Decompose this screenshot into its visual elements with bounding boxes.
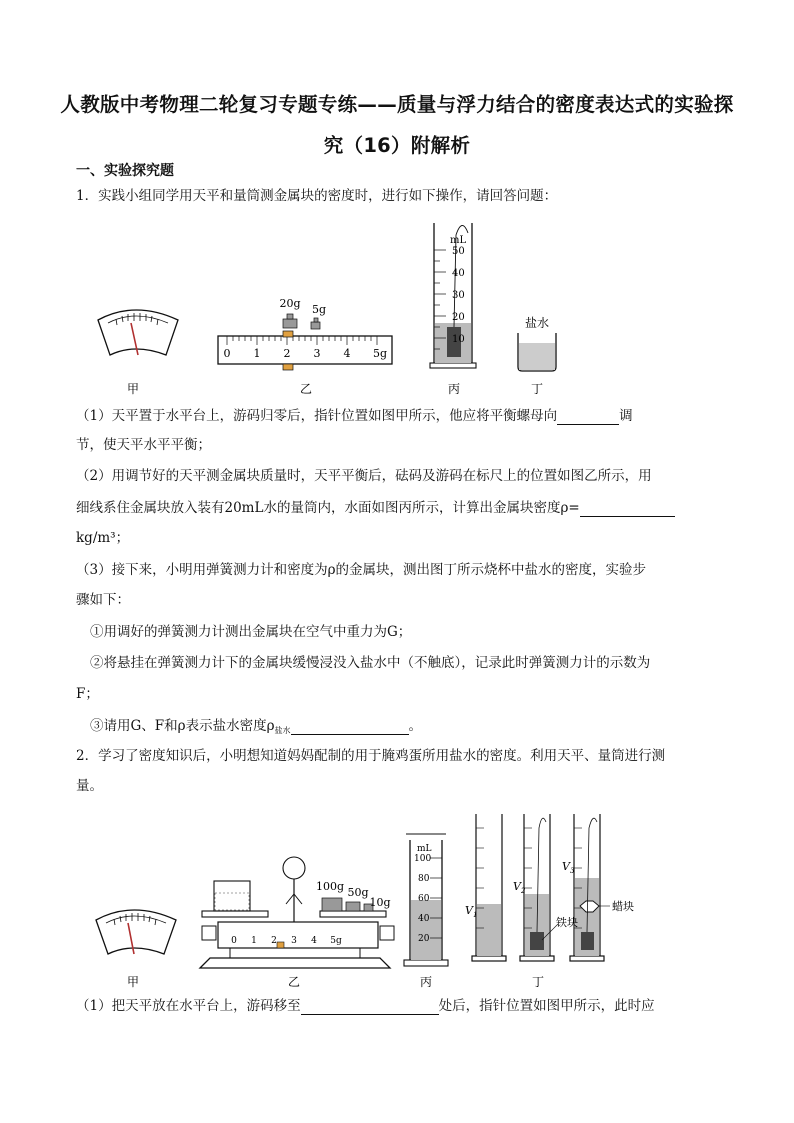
ruler2-tick-4: 4 <box>311 936 317 946</box>
q2-stem-line1: 2．学习了密度知识后，小明想知道妈妈配制的用于腌鸡蛋所用盐水的密度。利用天平、量筒进行测 <box>76 748 666 764</box>
answer-blank-3[interactable] <box>291 716 409 735</box>
ruler2-tick-2: 2 <box>271 936 277 946</box>
cyl2-unit-ml: mL <box>417 844 432 854</box>
q1-part1-line1 <box>76 402 633 431</box>
balance-yi <box>200 857 394 968</box>
q1-stem: 1．实践小组同学用天平和量筒测金属块的密度时，进行如下操作，请回答问题： <box>76 188 558 204</box>
ruler-tick-3: 3 <box>313 347 321 360</box>
weight-5g: 5g <box>311 303 327 316</box>
cyl1-tick-40: 40 <box>452 268 465 279</box>
saltwater-label: 盐水 <box>524 316 550 330</box>
q1-step3-text: ③请用G、F和ρ表示盐水密度ρ <box>90 718 275 734</box>
cylinders-ding <box>472 814 610 961</box>
q1-part2-line1: （2）用调节好的天平测金属块质量时，天平平衡后，砝码及游码在标尺上的位置如图乙所示，用 <box>76 468 652 484</box>
dial-jia <box>98 310 178 355</box>
cyl2-tick-40: 40 <box>418 914 430 924</box>
fig1-label-yi: 乙 <box>299 382 313 395</box>
title-line-2: 究（16）附解析 <box>323 134 471 157</box>
weight-100g: 100g <box>315 880 345 893</box>
cyl2-tick-60: 60 <box>418 894 430 904</box>
q1-step3-end: 。 <box>408 718 423 734</box>
weight-20g: 20g <box>279 297 301 310</box>
rho-subscript: 盐水 <box>274 726 291 735</box>
dial-jia-2 <box>96 910 176 954</box>
ruler-tick-0: 0 <box>223 347 231 360</box>
q1-step3 <box>90 712 422 745</box>
cyl2-tick-80: 80 <box>418 874 430 884</box>
fig1-label-bing: 丙 <box>447 382 461 395</box>
page-title <box>60 84 734 166</box>
fig2-label-jia: 甲 <box>126 975 140 989</box>
q1-step1: ①用调好的弹簧测力计测出金属块在空气中重力为G； <box>90 624 412 640</box>
ruler2-tick-5g: 5g <box>330 936 342 946</box>
volume-v3: $V_3$ <box>562 860 575 875</box>
ruler2-tick-0: 0 <box>231 936 237 946</box>
title-line-1: 人教版中考物理二轮复习专题专练——质量与浮力结合的密度表达式的实验探 <box>60 93 734 116</box>
volume-v2: $V_2$ <box>513 880 526 895</box>
fig2-label-yi: 乙 <box>287 975 301 989</box>
fig1-label-jia: 甲 <box>126 382 140 395</box>
fig2-label-ding: 丁 <box>531 975 545 989</box>
q1-part2-line3: kg/m³； <box>76 530 130 546</box>
ruler2-tick-1: 1 <box>251 936 257 946</box>
fig2-label-bing: 丙 <box>419 975 433 989</box>
cyl2-tick-100: 100 <box>414 854 432 864</box>
beaker-ding <box>518 333 556 371</box>
cylinder-unit-ml: mL <box>450 235 467 246</box>
answer-blank-4[interactable] <box>301 996 439 1015</box>
figure-2 <box>90 808 670 993</box>
volume-v1: $V_1$ <box>465 904 478 919</box>
weight-10g: 10g <box>369 896 391 909</box>
q1-part3-line2: 骤如下： <box>76 592 130 608</box>
weight-50g: 50g <box>347 886 369 899</box>
q1-part2-line2 <box>76 494 675 523</box>
ruler2-tick-3: 3 <box>291 936 297 946</box>
ruler-tick-1: 1 <box>253 347 261 360</box>
answer-blank-1[interactable] <box>557 406 619 425</box>
ruler-tick-5g: 5g <box>372 347 388 360</box>
section-heading: 一、实验探究题 <box>76 163 174 179</box>
iron-block-label: 铁块 <box>556 916 578 929</box>
q2-stem-line2: 量。 <box>76 778 103 794</box>
ruler-tick-2: 2 <box>283 347 291 360</box>
q1-part1-line2: 节，使天平水平平衡； <box>76 437 211 453</box>
q2-part1-text-b: 处后，指针位置如图甲所示，此时应 <box>438 998 655 1014</box>
q1-step2-line1: ②将悬挂在弹簧测力计下的金属块缓慢浸没入盐水中（不触底），记录此时弹簧测力计的示数为 <box>90 655 651 671</box>
cyl1-tick-20: 20 <box>452 312 465 323</box>
cyl1-tick-50: 50 <box>452 246 465 257</box>
ruler-yi <box>218 314 392 370</box>
q1-part1-text-b: 调 <box>619 408 633 424</box>
figure-1 <box>90 215 610 395</box>
wax-block-label: 蜡块 <box>612 900 634 913</box>
q1-step2-line2: F； <box>76 686 99 702</box>
q1-part3-line1: （3）接下来，小明用弹簧测力计和密度为ρ的金属块，测出图丁所示烧杯中盐水的密度，实验步 <box>76 562 647 578</box>
q1-part1-text: （1）天平置于水平台上，游码归零后，指针位置如图甲所示，他应将平衡螺母向 <box>76 408 558 424</box>
q1-part2-text: 细线系住金属块放入装有20mL水的量筒内，水面如图丙所示，计算出金属块密度ρ= <box>76 500 580 516</box>
fig1-label-ding: 丁 <box>530 382 544 395</box>
cyl2-tick-20: 20 <box>418 934 430 944</box>
cyl1-tick-10: 10 <box>452 334 465 345</box>
answer-blank-2[interactable] <box>580 498 675 517</box>
cyl1-tick-30: 30 <box>452 290 465 301</box>
ruler-tick-4: 4 <box>343 347 351 360</box>
q2-part1-text: （1）把天平放在水平台上，游码移至 <box>76 998 301 1014</box>
q2-part1-line1 <box>76 992 655 1021</box>
